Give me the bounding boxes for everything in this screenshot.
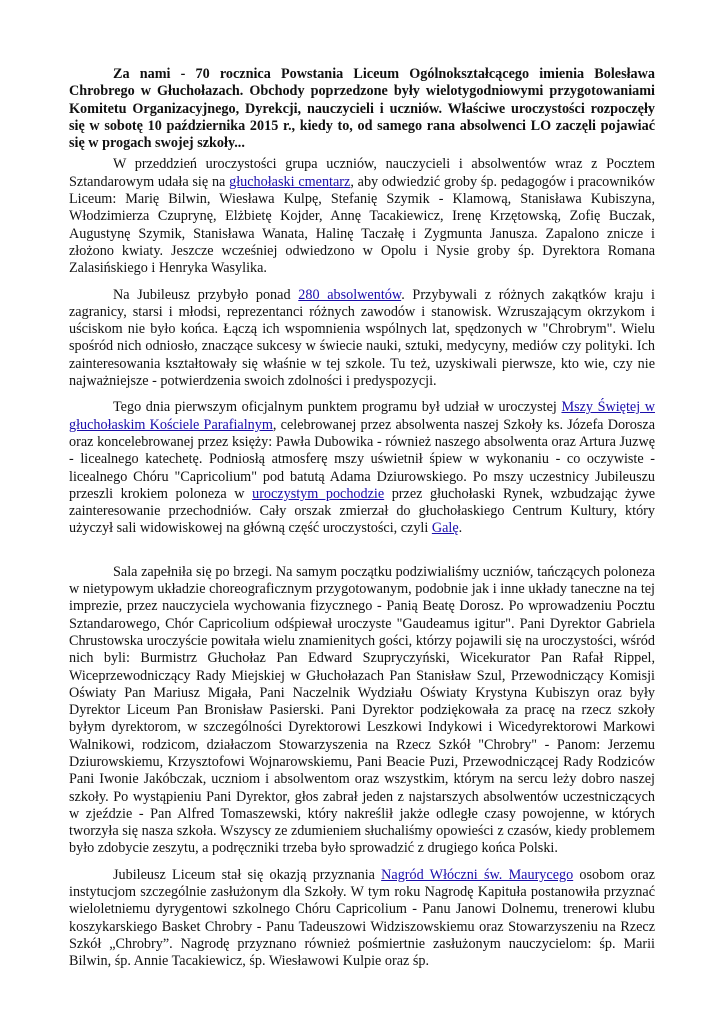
- article: [69, 66, 655, 980]
- program-text-mid-2: przez głuchołaski Rynek, wzbudzając żywe zainteresowanie przechodniów. Cały orszak zmierzał do głuchołaskiego Centrum Kultury, który użyczył sali widowiskowej na główną część uroczystości, czyli: [69, 485, 655, 537]
- cemetery-text-end: , aby odwiedzić groby śp. pedagogów i pracowników Liceum: Marię Bilwin, Wiesława Kulpę, Stefanię Szymik - Klamową, Stanisława Kubiszyna, Włodzimierza Czuprynę, Elżbietę Kojder, Annę Tacakiewicz, Irenę Krzętowską, Zofię Buczak, Augustynę Szymik, Stanisława Wanata, Halinę Taczałę i Zygmunta Janusza. Zapalono znicze i złożono kwiaty. Jeszcze wcześniej odwiedzono w Opolu i Nysie groby śp. Dyrektora Romana Zalasińskiego i Henryka Wasylika.: [69, 173, 655, 277]
- graduates-paragraph: [69, 287, 655, 391]
- program-text-mid-1: , celebrowanej przez absolwenta naszej Szkoły ks. Józefa Dorosza oraz koncelebrowanej przez księży: Pawła Dubowika - również naszego absolwenta oraz Artura Juzwę - licealnego katechetę. Podniosłą atmosferę mszy uświetnił śpiew w wykonaniu - co oczywiste - licealnego Chóru "Capricolium" pod batutą Adama Dziurowskiego. Po mszy uczestnicy Jubileuszu przeszli krokiem poloneza w: [69, 416, 655, 502]
- procession-link[interactable]: uroczystym pochodzie: [252, 485, 385, 502]
- program-text-start: Tego dnia pierwszym oficjalnym punktem programu był udział w uroczystej: [113, 399, 562, 416]
- gala-paragraph: Sala zapełniła się po brzegi. Na samym początku podziwialiśmy uczniów, tańczących poloneza w nietypowym układzie choreograficznym przygotowanym, podobnie jak i inne układy taneczne na tej imprezie, przez nauczyciela wychowania fizycznego - Panią Beatę Dorosz. Po wprowadzeniu Pocztu Sztandarowego, Chór Capricolium odśpiewał uroczyste "Gaudeamus igitur". Pani Dyrektor Gabriela Chrustowska uroczyście powitała wielu znamienitych gości, którzy pojawili się na uroczystości, wśród nich byli: Burmistrz Głuchołaz Pan Edward Szupryczyński, Wicekurator Pan Rafał Rippel, Wiceprzewodniczący Rady Miejskiej w Głuchołazach Pan Stanisław Szul, Przewodniczący Komisji Oświaty Pan Mariusz Migała, Pani Naczelnik Wydziału Oświaty Krystyna Kubiszyn oraz były Dyrektor Liceum Pan Bronisław Pasierski. Pani Dyrektor podziękowała za pracę na rzecz szkoły byłym dyrektorom, w szczególności Dyrektorowi Leszkowi Indykowi i Wicedyrektorowi Markowi Walnikowi, rodzicom, działaczom Stowarzyszenia na Rzecz Szkół "Chrobry" - Panom: Jerzemu Dziurowskiemu, Krzysztofowi Wojnarowskiemu, Pani Beacie Puzi, Przewodniczącej Rady Rodziców Pani Iwonie Jakóbczak, uczniom i absolwentom oraz wszystkim, którym na sercu leży dobro naszej szkoły. Po wystąpieniu Pani Dyrektor, głos zabrał jeden z najstarszych absolwentów uczestniczących w zjeździe - Pan Alfred Tomaszewski, który nakreślił jakże odległe czasy powojenne, w których tworzyła się nasza szkoła. Wszyscy ze zdumieniem słuchaliśmy opowieści z czasów, kiedy problemem było zdobycie zeszytu, a podręczniki trzeba było sprowadzić z drugiego końca Polski.: [69, 563, 655, 857]
- lead-paragraph: Za nami - 70 rocznica Powstania Liceum Ogólnokształcącego imienia Bolesława Chrobrego w Głuchołazach. Obchody poprzedzone były wielotygodniowymi przygotowaniami Komitetu Organizacyjnego, Dyrekcji, nauczycieli i uczniów. Właściwe uroczystości rozpoczęły się w sobotę 10 października 2015 r., kiedy to, od samego rana absolwenci LO zaczęli pojawiać się w progach swojej szkoły...: [69, 66, 655, 152]
- graduates-text-start: Na Jubileusz przybyło ponad: [113, 286, 299, 303]
- program-text-end: .: [458, 520, 463, 537]
- cemetery-text-start: W przeddzień uroczystości grupa uczniów, nauczycieli i absolwentów wraz z Pocztem Sztandarowym udała się na: [69, 156, 655, 190]
- awards-text-start: Jubileusz Liceum stał się okazją przyznania: [113, 866, 382, 883]
- graduates-link[interactable]: 280 absolwentów: [298, 286, 402, 303]
- gala-link[interactable]: Galę: [431, 520, 459, 537]
- cemetery-link[interactable]: głuchołaski cmentarz: [229, 173, 351, 190]
- mass-link[interactable]: Mszy Świętej w głuchołaskim Kościele Parafialnym: [69, 399, 655, 433]
- awards-text-end: osobom oraz instytucjom szczególnie zasłużonym dla Szkoły. W tym roku Nagrodę Kapituła postanowiła przyznać wieloletniemu dyrygentowi szkolnego Chóru Capricolium - Panu Janowi Dolnemu, trenerowi klubu koszykarskiego Basket Chrobry - Panu Tadeuszowi Widziszowskiemu oraz Stowarzyszeniu na Rzecz Szkół „Chrobry”. Nagrodę przyznano również pośmiertnie zasłużonym nauczycielom: śp. Marii Bilwin, śp. Annie Tacakiewicz, śp. Wiesławowi Kulpie oraz śp.: [69, 866, 655, 970]
- awards-paragraph: [69, 867, 655, 971]
- cemetery-paragraph: [69, 156, 655, 277]
- awards-link[interactable]: Nagród Włóczni św. Maurycego: [381, 866, 574, 883]
- graduates-text-end: . Przybywali z różnych zakątków kraju i zagranicy, starsi i młodsi, reprezentanci różnych zawodów i stanowisk. Wzruszającym okrzykom i uściskom nie było końca. Łączą ich wspomnienia wspólnych lat, spędzonych w "Chrobrym". Wielu spośród nich odniosło, znaczące sukcesy w świecie nauki, sztuki, medycyny, mediów czy polityki. Ich zainteresowania kształtowały się właśnie w tej szkole. Tu też, uzyskiwali pierwsze, kto wie, czy nie najważniejsze - potwierdzenia swoich zdolności i predyspozycji.: [69, 286, 655, 390]
- program-paragraph: [69, 399, 655, 537]
